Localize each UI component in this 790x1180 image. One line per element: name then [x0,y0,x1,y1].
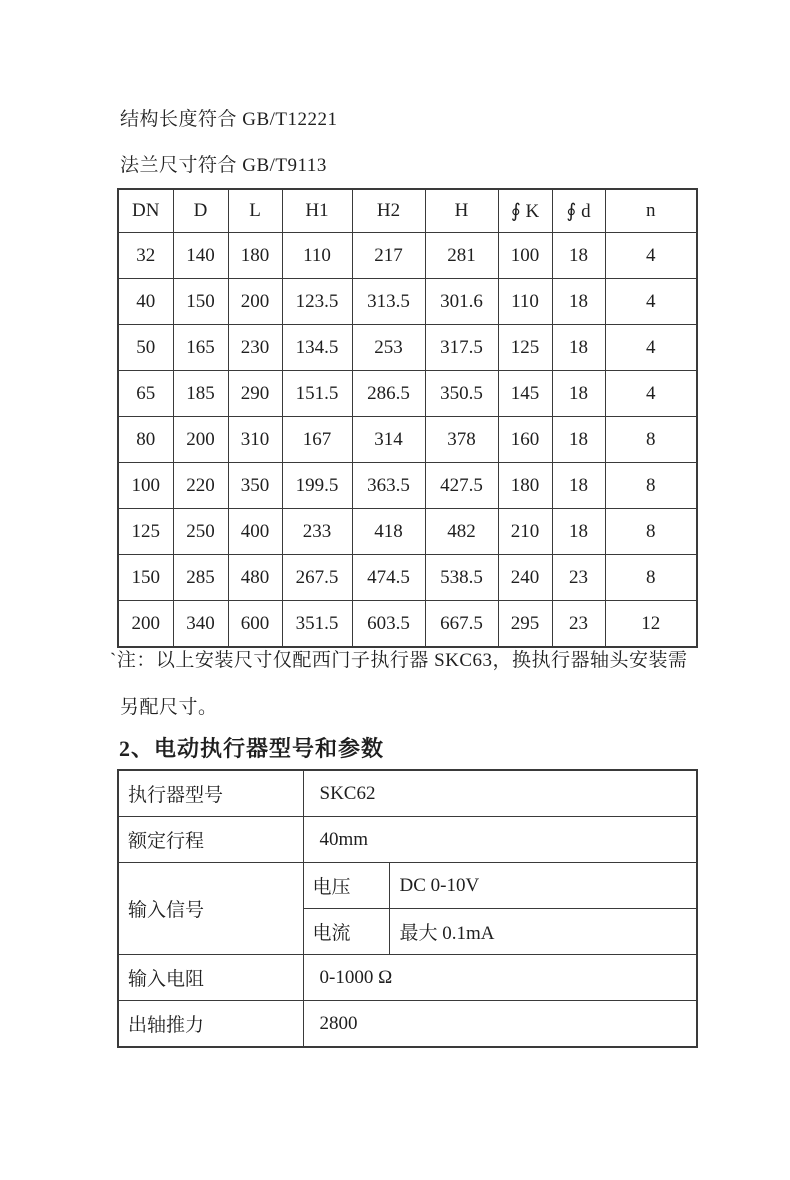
column-header: H2 [352,189,425,233]
table-cell: 140 [173,233,228,279]
table-cell: 8 [605,509,697,555]
table-cell: 160 [498,417,552,463]
table-cell: 8 [605,555,697,601]
table-cell: 167 [282,417,352,463]
table-cell: 8 [605,463,697,509]
table-cell: 295 [498,601,552,648]
table-cell: 340 [173,601,228,648]
sub-label-voltage: 电压 [303,863,389,909]
column-header: ∮ K [498,189,552,233]
column-header: DN [118,189,173,233]
table-cell: 418 [352,509,425,555]
table-cell: 253 [352,325,425,371]
table-cell: 4 [605,371,697,417]
table-cell: 600 [228,601,282,648]
row-label-thrust: 出轴推力 [118,1001,303,1048]
table-cell: 314 [352,417,425,463]
table-cell: 23 [552,601,605,648]
table-cell: 210 [498,509,552,555]
table-cell: 18 [552,509,605,555]
table-row [118,233,697,279]
table-cell: 267.5 [282,555,352,601]
table-cell: 110 [282,233,352,279]
actuator-parameter-table [117,769,698,1048]
table-cell: 12 [605,601,697,648]
row-value-stroke: 40mm [303,817,697,863]
table-cell: 667.5 [425,601,498,648]
table-cell: 18 [552,279,605,325]
table-cell: 50 [118,325,173,371]
column-header: n [605,189,697,233]
table-cell: 603.5 [352,601,425,648]
intro-line-flange-size: 法兰尺寸符合 GB/T9113 [120,155,327,176]
table-row [118,817,697,863]
row-label-model: 执行器型号 [118,770,303,817]
table-cell: 4 [605,279,697,325]
table-cell: 65 [118,371,173,417]
table-cell: 363.5 [352,463,425,509]
table-cell: 8 [605,417,697,463]
table-row [118,955,697,1001]
table-cell: 125 [118,509,173,555]
table-cell: 40 [118,279,173,325]
table-cell: 100 [118,463,173,509]
table-row [118,279,697,325]
table-cell: 301.6 [425,279,498,325]
table-cell: 351.5 [282,601,352,648]
table-cell: 18 [552,233,605,279]
table-cell: 230 [228,325,282,371]
table-cell: 185 [173,371,228,417]
table-cell: 285 [173,555,228,601]
table-cell: 378 [425,417,498,463]
row-value-model: SKC62 [303,770,697,817]
table-cell: 180 [228,233,282,279]
row-label-input-signal: 输入信号 [118,863,303,955]
table-cell: 317.5 [425,325,498,371]
sub-label-current: 电流 [303,909,389,955]
table-row [118,325,697,371]
table-row [118,371,697,417]
table-cell: 150 [118,555,173,601]
table-cell: 18 [552,463,605,509]
table-cell: 134.5 [282,325,352,371]
column-header: H1 [282,189,352,233]
intro-line-structure-length: 结构长度符合 GB/T12221 [120,109,338,130]
table-row [118,509,697,555]
table-cell: 32 [118,233,173,279]
table-cell: 217 [352,233,425,279]
table-row [118,417,697,463]
row-value-resistance: 0-1000 Ω [303,955,697,1001]
table-row [118,601,697,648]
table-cell: 80 [118,417,173,463]
table-cell: 427.5 [425,463,498,509]
table-cell: 180 [498,463,552,509]
table-cell: 145 [498,371,552,417]
table-cell: 250 [173,509,228,555]
table-cell: 200 [228,279,282,325]
table-cell: 538.5 [425,555,498,601]
table-cell: 480 [228,555,282,601]
table-cell: 220 [173,463,228,509]
sub-value-voltage: DC 0-10V [389,863,697,909]
table-cell: 18 [552,371,605,417]
table-row [118,770,697,817]
table-row [118,1001,697,1048]
column-header: D [173,189,228,233]
table-row [118,463,697,509]
table-cell: 18 [552,325,605,371]
column-header: ∮ d [552,189,605,233]
table-cell: 400 [228,509,282,555]
table-cell: 110 [498,279,552,325]
table-row [118,555,697,601]
table-cell: 18 [552,417,605,463]
sub-value-current: 最大 0.1mA [389,909,697,955]
table-cell: 200 [173,417,228,463]
table-cell: 150 [173,279,228,325]
table-cell: 4 [605,233,697,279]
table-cell: 151.5 [282,371,352,417]
table-cell: 240 [498,555,552,601]
table-cell: 123.5 [282,279,352,325]
table-cell: 23 [552,555,605,601]
table-cell: 290 [228,371,282,417]
flange-dimension-table [117,188,698,648]
table-cell: 199.5 [282,463,352,509]
table-cell: 286.5 [352,371,425,417]
row-label-resistance: 输入电阻 [118,955,303,1001]
column-header: L [228,189,282,233]
table-cell: 233 [282,509,352,555]
table-cell: 350.5 [425,371,498,417]
table-cell: 281 [425,233,498,279]
table-cell: 482 [425,509,498,555]
table-cell: 4 [605,325,697,371]
table-header-row [118,189,697,233]
note-line-2: 另配尺寸。 [120,697,218,718]
table-cell: 313.5 [352,279,425,325]
table-cell: 200 [118,601,173,648]
table-cell: 350 [228,463,282,509]
note-line-1: `注：以上安装尺寸仅配西门子执行器 SKC63，换执行器轴头安装需 [110,650,688,671]
row-value-thrust: 2800 [303,1001,697,1048]
section-heading: 2、电动执行器型号和参数 [119,736,385,761]
table-cell: 125 [498,325,552,371]
table-cell: 310 [228,417,282,463]
column-header: H [425,189,498,233]
table-cell: 100 [498,233,552,279]
table-cell: 474.5 [352,555,425,601]
table-cell: 165 [173,325,228,371]
row-label-stroke: 额定行程 [118,817,303,863]
table-row [118,863,697,909]
